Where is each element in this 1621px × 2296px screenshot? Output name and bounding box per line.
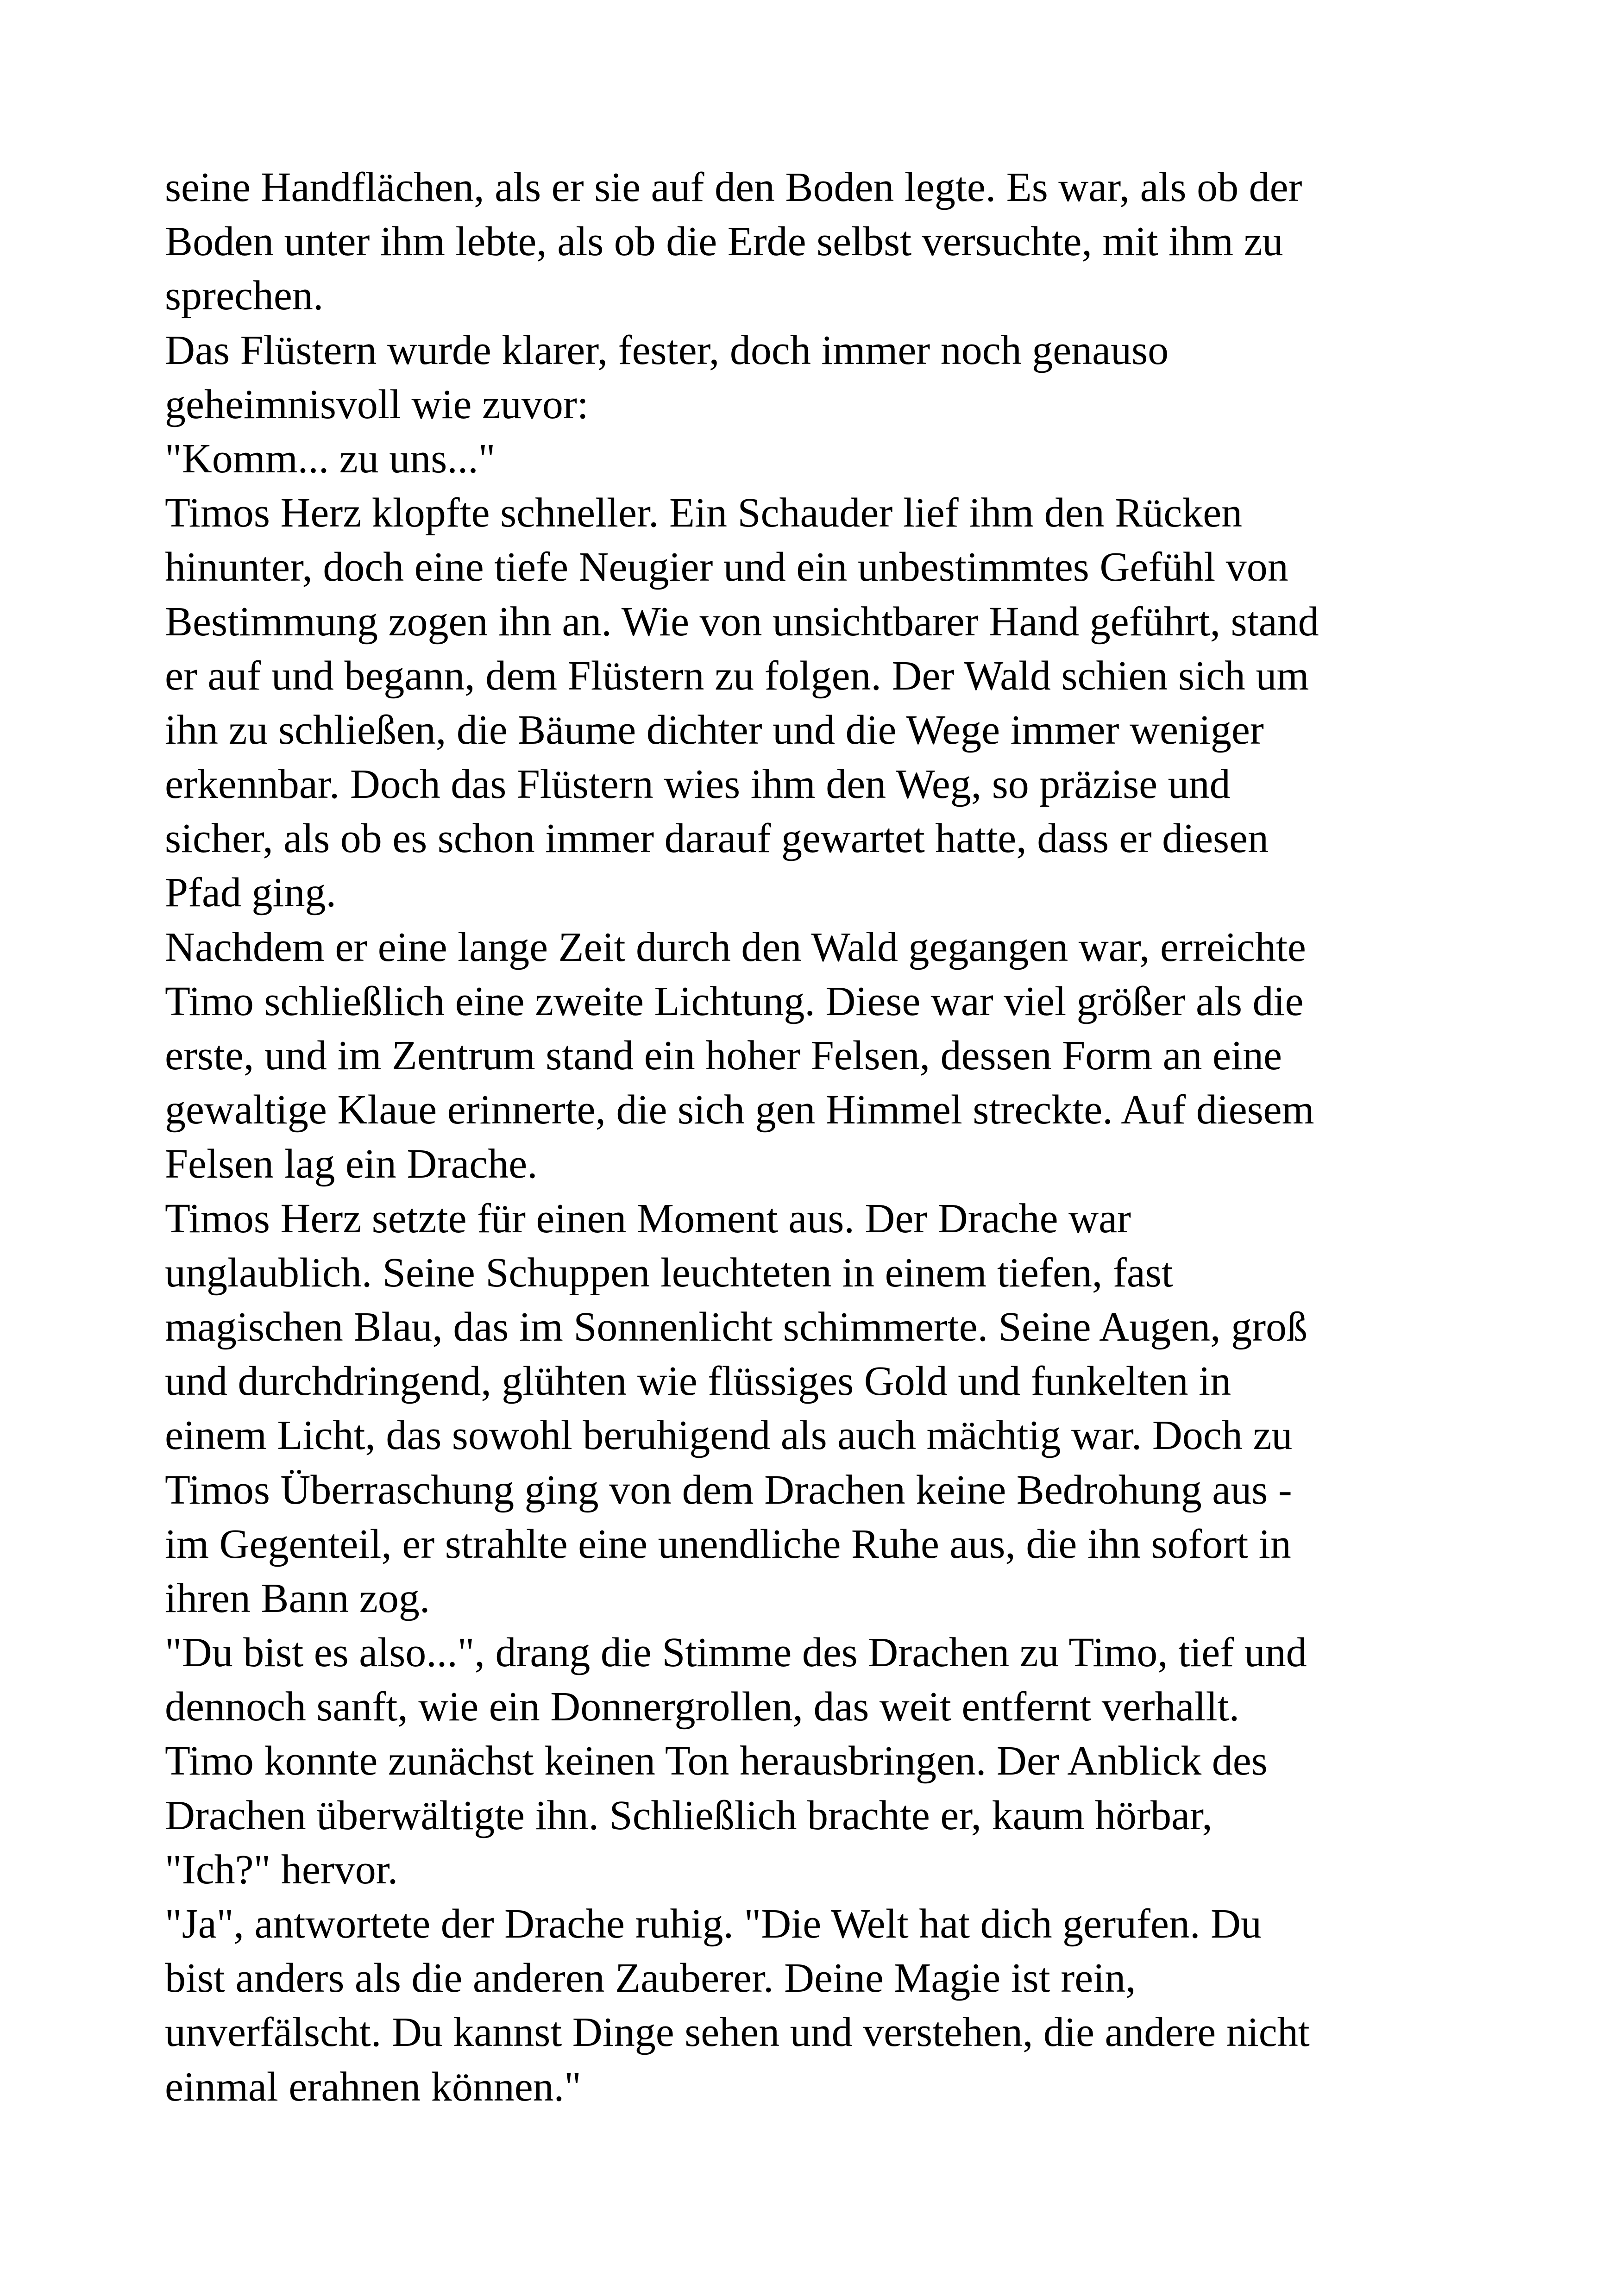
text-line: "Ich?" hervor. <box>165 1846 398 1893</box>
text-line: ihn zu schließen, die Bäume dichter und die Wege immer weniger <box>165 707 1264 753</box>
text-line: Bestimmung zogen ihn an. Wie von unsichtbarer Hand geführt, stand <box>165 598 1319 645</box>
text-line: sicher, als ob es schon immer darauf gewartet hatte, dass er diesen <box>165 816 1269 862</box>
text-line: bist anders als die anderen Zauberer. Deine Magie ist rein, <box>165 1955 1136 2001</box>
text-line: geheimnisvoll wie zuvor: <box>165 381 589 427</box>
text-line: er auf und begann, dem Flüstern zu folgen. Der Wald schien sich um <box>165 652 1309 699</box>
text-line: Drachen überwältigte ihn. Schließlich brachte er, kaum hörbar, <box>165 1792 1213 1838</box>
story-text <box>165 160 1462 2114</box>
text-line: im Gegenteil, er strahlte eine unendliche Ruhe aus, die ihn sofort in <box>165 1521 1291 1567</box>
text-line: Pfad ging. <box>165 870 336 916</box>
text-line: erste, und im Zentrum stand ein hoher Felsen, dessen Form an eine <box>165 1033 1282 1079</box>
text-line: Timo schließlich eine zweite Lichtung. Diese war viel größer als die <box>165 978 1304 1024</box>
text-line: "Du bist es also...", drang die Stimme des Drachen zu Timo, tief und <box>165 1630 1307 1676</box>
text-line: Nachdem er eine lange Zeit durch den Wald gegangen war, erreichte <box>165 924 1306 970</box>
text-line: ihren Bann zog. <box>165 1575 430 1621</box>
text-line: erkennbar. Doch das Flüstern wies ihm den Weg, so präzise und <box>165 761 1231 808</box>
text-line: seine Handflächen, als er sie auf den Boden legte. Es war, als ob der <box>165 164 1302 210</box>
text-line: Timos Überraschung ging von dem Drachen keine Bedrohung aus - <box>165 1467 1292 1513</box>
text-line: unglaublich. Seine Schuppen leuchteten in einem tiefen, fast <box>165 1249 1173 1296</box>
text-line: Timo konnte zunächst keinen Ton herausbringen. Der Anblick des <box>165 1738 1268 1784</box>
text-line: sprechen. <box>165 273 324 319</box>
text-line: gewaltige Klaue erinnerte, die sich gen Himmel streckte. Auf diesem <box>165 1087 1314 1133</box>
text-line: "Komm... zu uns..." <box>165 435 496 482</box>
text-line: Das Flüstern wurde klarer, fester, doch immer noch genauso <box>165 327 1169 373</box>
text-line: Timos Herz klopfte schneller. Ein Schauder lief ihm den Rücken <box>165 490 1243 536</box>
text-line: magischen Blau, das im Sonnenlicht schimmerte. Seine Augen, groß <box>165 1304 1308 1350</box>
text-line: unverfälscht. Du kannst Dinge sehen und verstehen, die andere nicht <box>165 2009 1310 2056</box>
text-line: Felsen lag ein Drache. <box>165 1141 538 1187</box>
text-line: "Ja", antwortete der Drache ruhig. "Die Welt hat dich gerufen. Du <box>165 1901 1262 1947</box>
text-line: dennoch sanft, wie ein Donnergrollen, das weit entfernt verhallt. <box>165 1684 1240 1730</box>
text-line: hinunter, doch eine tiefe Neugier und ein unbestimmtes Gefühl von <box>165 544 1288 590</box>
text-line: und durchdringend, glühten wie flüssiges Gold und funkelten in <box>165 1358 1231 1405</box>
text-line: Timos Herz setzte für einen Moment aus. Der Drache war <box>165 1195 1131 1242</box>
text-line: einem Licht, das sowohl beruhigend als auch mächtig war. Doch zu <box>165 1412 1293 1459</box>
text-line: einmal erahnen können." <box>165 2064 581 2110</box>
text-line: Boden unter ihm lebte, als ob die Erde selbst versuchte, mit ihm zu <box>165 219 1283 265</box>
